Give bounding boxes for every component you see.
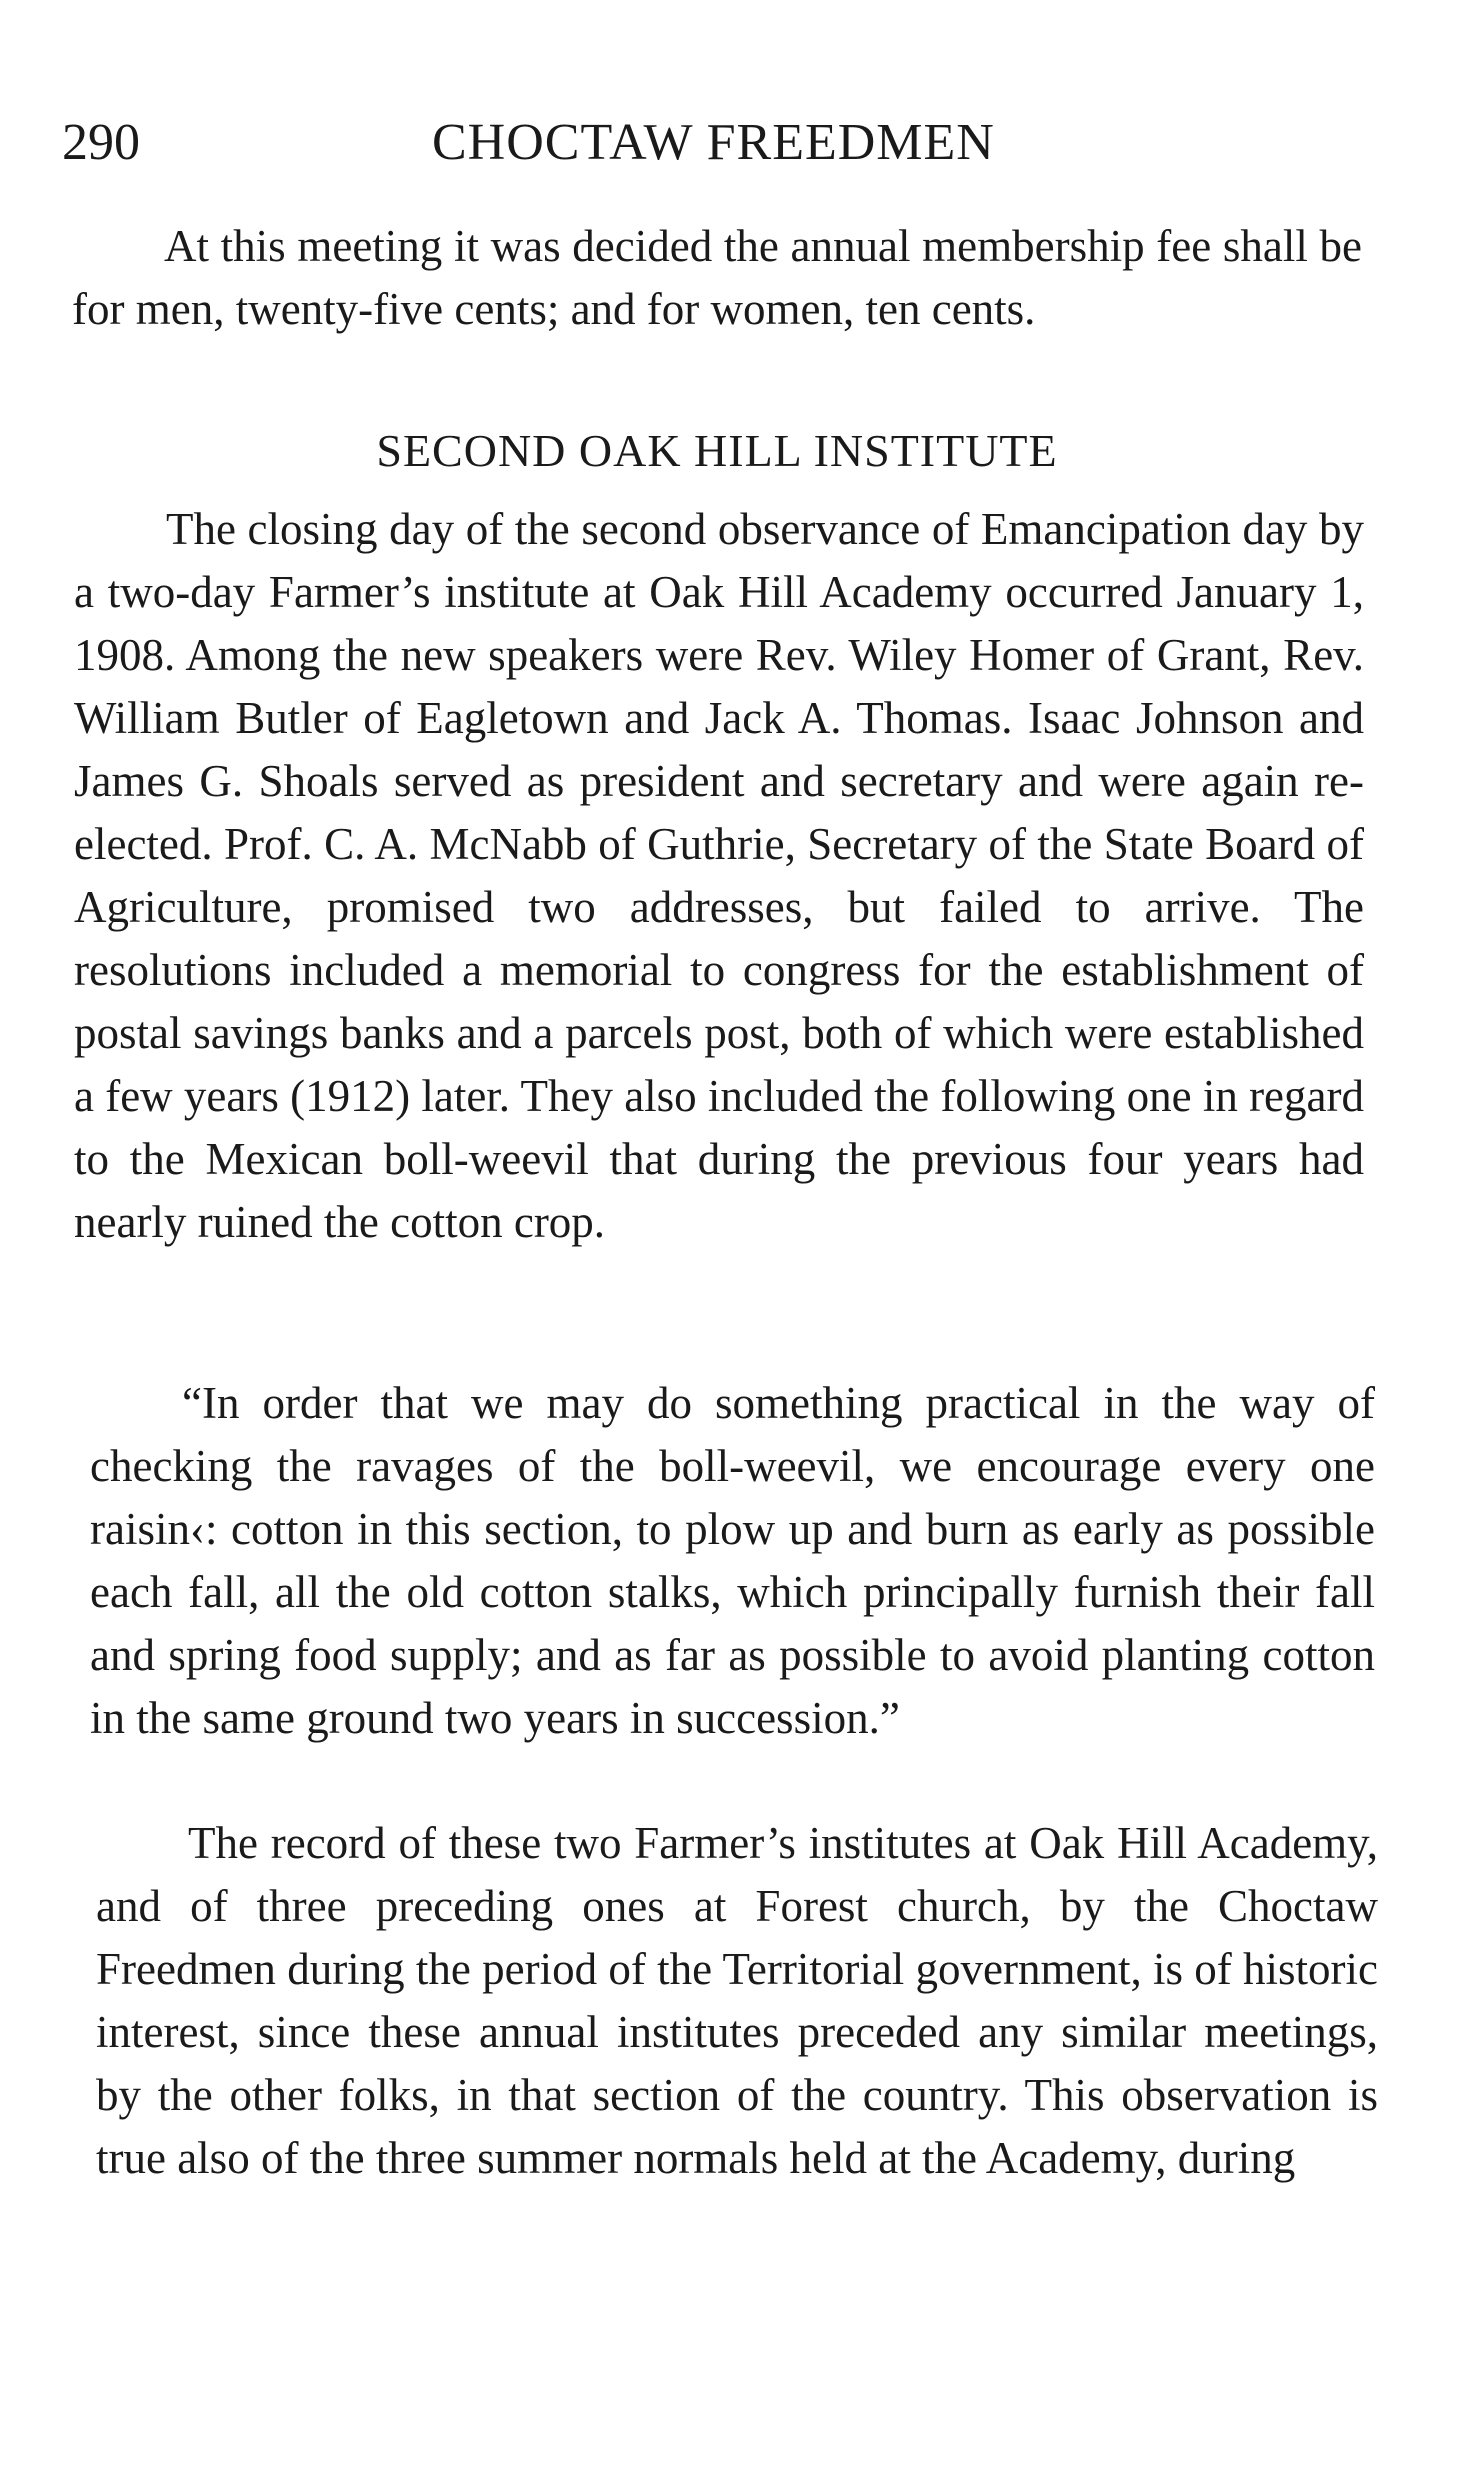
paragraph-resolution-quote	[90, 1372, 1375, 1750]
paragraph-text: At this meeting it was decided the annual membership fee shall be for men, twenty-five cents; and for women, ten cents.	[72, 221, 1362, 334]
page-number: 290	[62, 114, 140, 171]
paragraph-text: The record of these two Farmer’s institutes at Oak Hill Academy, and of three preceding ones at Forest church, by the Choctaw Freedmen during the period of the Territorial government, is of historic interest, since these annual institutes preceded any similar meetings, by the other folks, in that section of the country. This observation is true also of the three summer normals held at the Academy, during	[96, 1818, 1378, 2183]
paragraph-text: The closing day of the second observance of Emancipation day by a two-day Farmer’s institute at Oak Hill Academy occurred January 1, 1908. Among the new speakers were Rev. Wiley Homer of Grant, Rev. William Butler of Eagletown and Jack A. Thomas. Isaac Johnson and James G. Shoals served as president and secretary and were again re-elected. Prof. C. A. McNabb of Guthrie, Secretary of the State Board of Agriculture, promised two addresses, but failed to arrive. The resolutions included a memorial to congress for the establishment of postal savings banks and a parcels post, both of which were established a few years (1912) later. They also included the following one in regard to the Mexican boll-weevil that during the previous four years had nearly ruined the cotton crop.	[74, 504, 1364, 1247]
section-heading: SECOND OAK HILL INSTITUTE	[376, 425, 1058, 476]
paragraph-membership-fee	[72, 215, 1362, 341]
paragraph-institute	[74, 498, 1364, 1254]
paragraph-text: “In order that we may do something practical in the way of checking the ravages of the boll-weevil, we encourage every one raisin‹: cotton in this section, to plow up and burn as early as possible each fall, all the old cotton stalks, which principally furnish their fall and spring food supply; and as far as possible to avoid planting cotton in the same ground two years in succession.”	[90, 1378, 1375, 1743]
paragraph-historic-record	[96, 1812, 1378, 2190]
running-head	[62, 108, 1392, 178]
running-title: CHOCTAW FREEDMEN	[432, 114, 995, 171]
